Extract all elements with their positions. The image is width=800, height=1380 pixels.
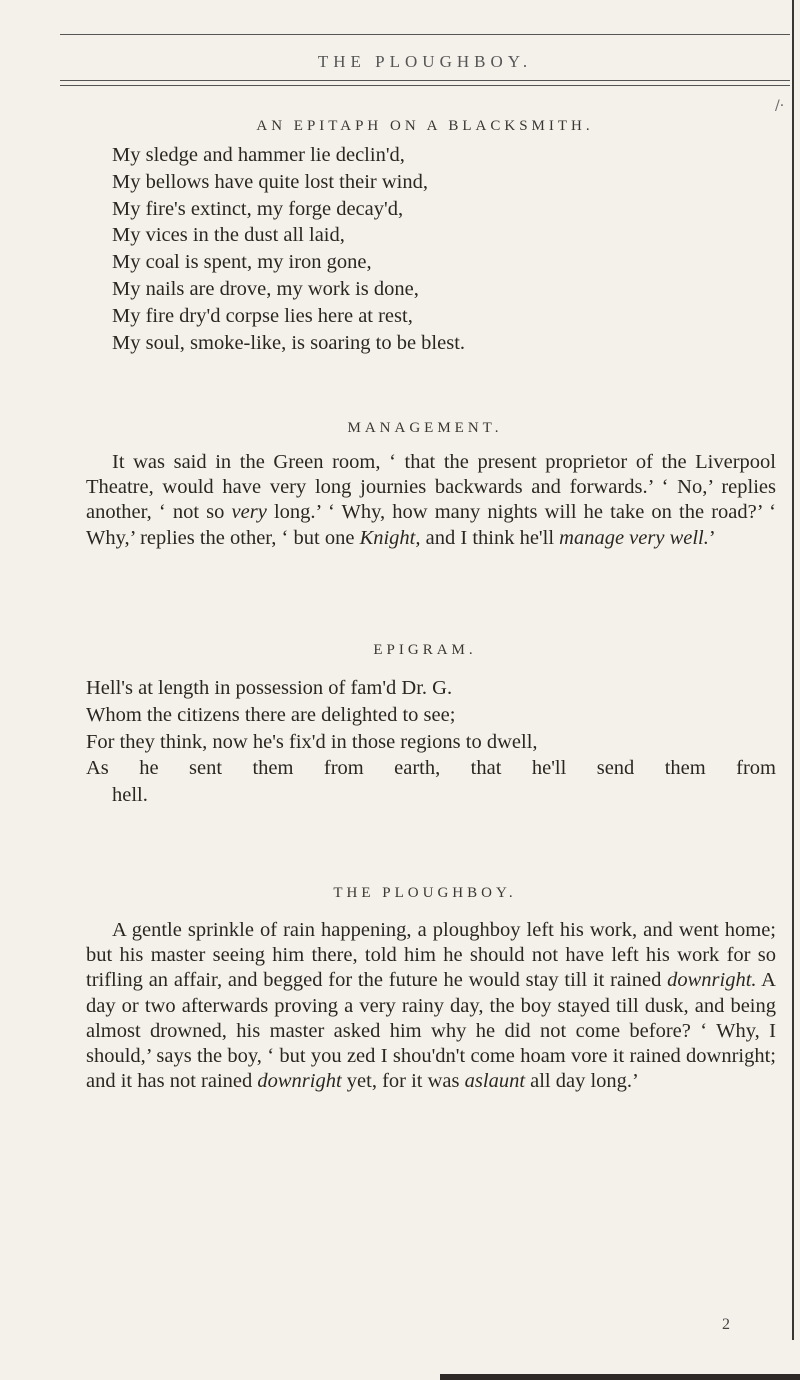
ploughboy-emphasis-1: downright. — [667, 969, 757, 992]
poem-line: My fire dry'd corpse lies here at rest, — [112, 304, 413, 327]
header-rule-upper — [60, 80, 790, 81]
running-head: THE PLOUGHBOY. — [317, 52, 533, 71]
ploughboy-paragraph — [86, 918, 776, 1094]
epitaph-poem — [112, 142, 772, 356]
ploughboy-emphasis-3: aslaunt — [464, 1070, 526, 1093]
management-text-4: ’ — [708, 526, 716, 549]
poem-line: My soul, smoke-like, is soaring to be blest. — [112, 331, 466, 354]
poem-line: My nails are drove, my work is done, — [112, 277, 419, 300]
bottom-edge — [440, 1374, 800, 1380]
management-text-3: and I think he'll — [420, 526, 560, 549]
epigram-poem — [86, 675, 776, 809]
poem-line: My sledge and hammer lie declin'd, — [112, 144, 405, 166]
management-emphasis-1: very — [231, 501, 267, 524]
management-text-1: It was said in the Green room, ‘ that the present proprietor of the Liverpool Theatre, would have very long journies backwards and forwards.’ ‘ No,’ replies another, ‘ not so — [86, 451, 776, 524]
margin-mark: /· — [775, 98, 785, 114]
poem-line: For they think, now he's fix'd in those regions to dwell, — [86, 730, 538, 753]
poem-line: My bellows have quite lost their wind, — [112, 170, 428, 193]
poem-line: Whom the citizens there are delighted to see; — [86, 703, 456, 726]
ploughboy-text-1: A gentle sprinkle of rain happening, a ploughboy left his work, and went home; but his master seeing him there, told him he should not have left his work for so trifling an affair, and begged for the future he would stay till it rained — [86, 919, 776, 992]
poem-line: Hell's at length in possession of fam'd Dr. G. — [86, 677, 453, 699]
poem-line: My coal is spent, my iron gone, — [112, 251, 372, 274]
management-paragraph — [86, 450, 776, 551]
epigram-title: EPIGRAM. — [373, 642, 477, 658]
poem-line: My fire's extinct, my forge decay'd, — [112, 197, 404, 220]
header-rule-lower — [60, 85, 790, 86]
management-title: MANAGEMENT. — [347, 420, 503, 436]
ploughboy-emphasis-2: downright — [257, 1070, 342, 1093]
poem-line: As he sent them from earth, that he'll send them from — [86, 757, 776, 780]
management-emphasis-2: Knight, — [359, 526, 421, 549]
poem-line: hell. — [112, 784, 148, 807]
ploughboy-text-4: all day long.’ — [525, 1070, 639, 1093]
management-text-2: long.’ ‘ Why, how many nights will he take on the road?’ ‘ Why,’ replies the other, ‘ but one — [86, 501, 777, 549]
poem-line: My vices in the dust all laid, — [112, 224, 345, 247]
ploughboy-text-2: A day or two afterwards proving a very rainy day, the boy stayed till dusk, and being almost drowned, his master asked him why he did not come before? ‘ Why, I should,’ says the boy, ‘ but you zed I shou'dn't come hoam vore it rained downright; and it has not rained — [86, 969, 776, 1093]
ploughboy-text-3: yet, for it was — [341, 1070, 465, 1093]
folio-signature: 2 — [722, 1316, 730, 1333]
epitaph-title: AN EPITAPH ON A BLACKSMITH. — [256, 118, 594, 134]
page-edge — [792, 0, 794, 1340]
ploughboy-title: THE PLOUGHBOY. — [333, 885, 517, 901]
top-rule — [60, 34, 790, 35]
management-emphasis-3: manage very well. — [559, 526, 709, 549]
